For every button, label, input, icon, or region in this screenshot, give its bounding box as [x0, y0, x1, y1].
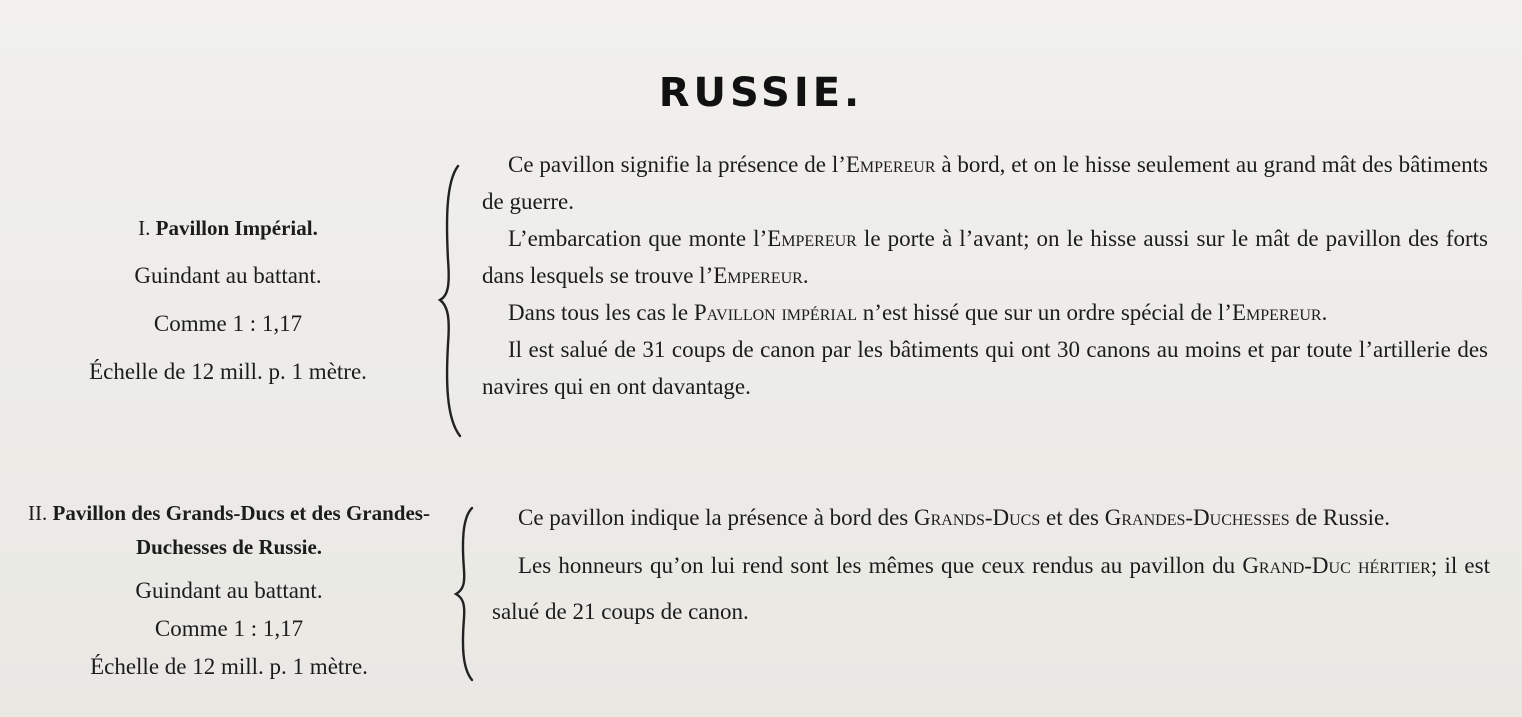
section-1-paragraph-2: L’embarcation que monte l’Empereur le porte à l’avant; on le hisse aussi sur le mât de pavillon des forts dans lesquels se trouve l’Empereur.	[482, 226, 1488, 288]
section-2-number: II.	[28, 501, 48, 525]
section-1-scale: Échelle de 12 mill. p. 1 mètre.	[89, 359, 367, 384]
section-2-paragraph-1: Ce pavillon indique la présence à bord des Grands-Ducs et des Grandes-Duchesses de Russie.	[518, 505, 1390, 530]
section-2-brace	[452, 504, 480, 684]
section-1-heading-text: Pavillon Impérial.	[155, 216, 318, 240]
section-1-brace	[436, 160, 468, 442]
section-2-text	[492, 495, 1490, 637]
section-1-heading	[30, 204, 426, 252]
section-2-ratio: Comme 1 : 1,17	[154, 616, 304, 641]
section-2-scale: Échelle de 12 mill. p. 1 mètre.	[90, 654, 368, 679]
section-1-ratio: Comme 1 : 1,17	[153, 311, 303, 336]
page-title: RUSSIE.	[658, 70, 864, 116]
section-2-guindant: Guindant au battant.	[135, 578, 323, 603]
section-1-text	[482, 146, 1488, 405]
section-1-paragraph-3: Dans tous les cas le Pavillon impérial n’est hissé que sur un ordre spécial de l’Empereur.	[508, 300, 1328, 325]
section-1-paragraph-1: Ce pavillon signifie la présence de l’Empereur à bord, et on le hisse seulement au grand mât des bâtiments de guerre.	[482, 152, 1489, 214]
section-2-paragraph-2: Les honneurs qu’on lui rend sont les mêmes que ceux rendus au pavillon du Grand-Duc héritier; il est salué de 21 coups de canon.	[492, 553, 1490, 624]
section-1-number: I.	[138, 216, 151, 240]
section-2-heading-text: Pavillon des Grands-Ducs et des Grandes-Duchesses de Russie.	[52, 501, 430, 559]
section-1-paragraph-4: Il est salué de 31 coups de canon par les bâtiments qui ont 30 canons au moins et par toute l’artillerie des navires qui en ont davantage.	[482, 337, 1488, 399]
section-2-caption	[14, 496, 444, 686]
section-1-guindant: Guindant au battant.	[134, 263, 322, 288]
page-number-fragment	[718, 0, 766, 4]
section-1-caption	[30, 204, 426, 396]
section-2-heading	[14, 496, 444, 564]
